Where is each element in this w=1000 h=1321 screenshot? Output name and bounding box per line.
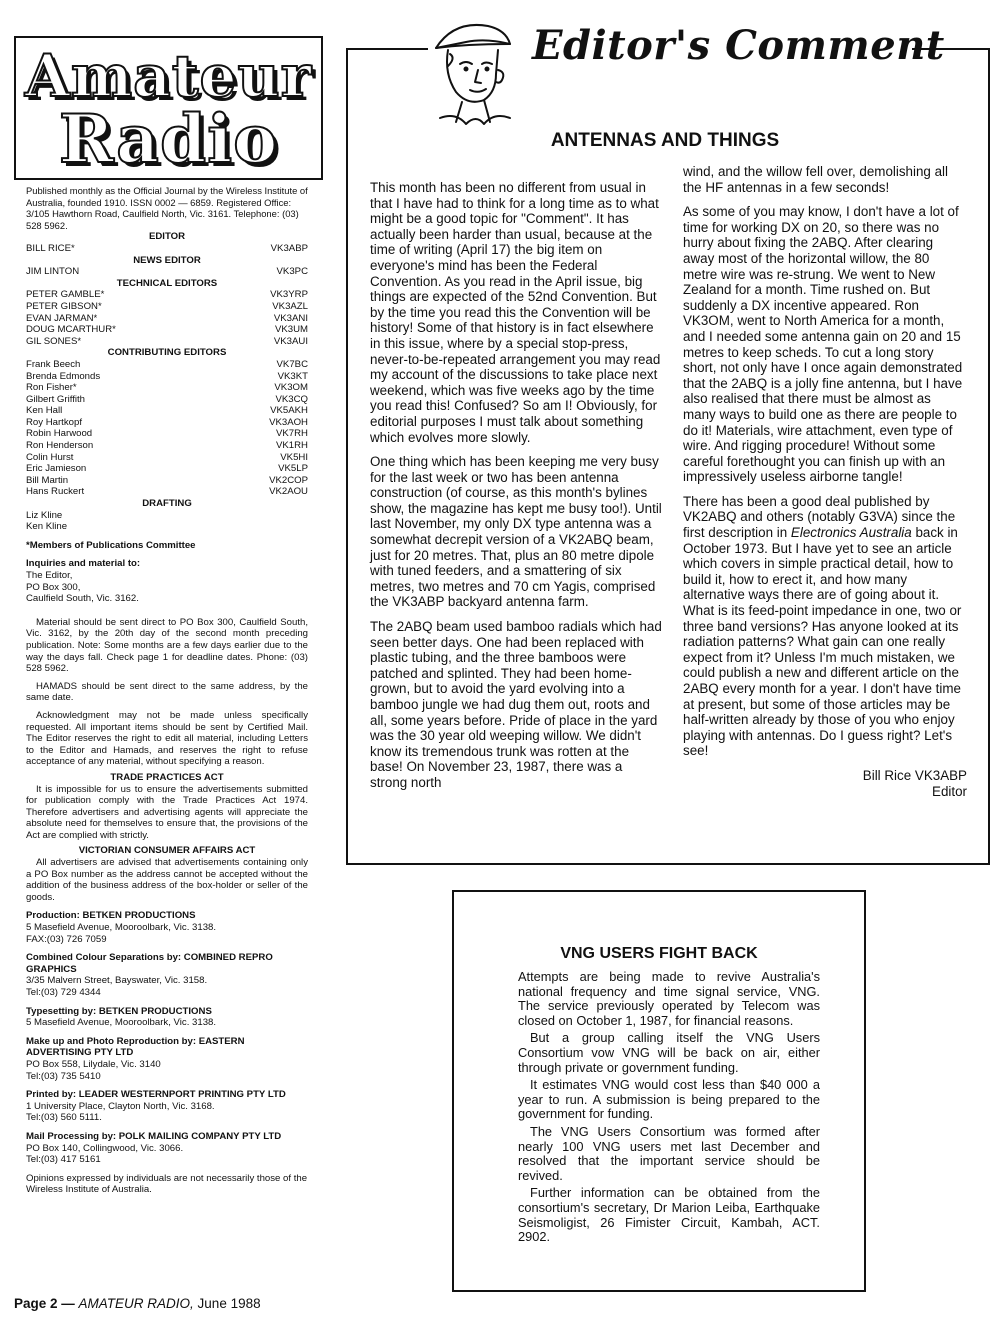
editorial-paragraph [683, 494, 967, 759]
masthead-column [26, 185, 308, 1196]
staff-name: BILL RICE* [26, 242, 75, 254]
staff-name: Bill Martin [26, 474, 69, 486]
staff-call: VK3AZL [272, 300, 308, 312]
staff-name: Robin Harwood [26, 428, 93, 440]
staff-call: VK7BC [276, 358, 308, 370]
staff-name: Ron Fisher* [26, 382, 77, 394]
staff-row [26, 405, 308, 417]
hamads-notice: HAMADS should be sent direct to the same address, by the same date. [26, 680, 308, 704]
staff-name: Roy Hartkopf [26, 416, 82, 428]
staff-call: VK3ABP [270, 242, 308, 254]
staff-name: Brenda Edmonds [26, 370, 101, 382]
staff-name: DOUG MCARTHUR* [26, 324, 116, 336]
inquiries-line: PO Box 300, [26, 581, 81, 593]
staff-call: VK2AOU [269, 486, 308, 498]
credit-line: PO Box 140, Collingwood, Vic. 3066. [26, 1142, 184, 1154]
trade-practices-heading: TRADE PRACTICES ACT [110, 771, 224, 783]
footer-page: Page 2 — [14, 1296, 79, 1311]
staff-row [26, 266, 308, 278]
staff-name: Frank Beech [26, 358, 81, 370]
material-notice: Material should be sent direct to PO Box 300, Caulfield South, Vic. 3162, by the 20th day of the second month preceding publication. Note: Some months are a few days earlier due to the way the days fall. Check page 1 for deadline dates. Phone: (03) 528 5962. [26, 616, 308, 675]
staff-row [26, 324, 308, 336]
credit-label: Make up and Photo Reproduction by: EASTERN ADVERTISING PTY LTD [26, 1035, 245, 1059]
credit-line: PO Box 558, Lilydale, Vic. 3140 [26, 1058, 161, 1070]
editor-heading: EDITOR [148, 231, 186, 243]
inquiries-line: Caulfield South, Vic. 3162. [26, 593, 139, 605]
credit-line: 5 Masefield Avenue, Mooroolbark, Vic. 3138. [26, 1017, 217, 1029]
staff-row [26, 452, 308, 464]
staff-row [26, 336, 308, 348]
staff-call: VK3YRP [270, 289, 308, 301]
footer-publication: AMATEUR RADIO, [78, 1296, 194, 1311]
news-editor-heading: NEWS EDITOR [133, 254, 201, 266]
vng-paragraph: Attempts are being made to revive Australia's national frequency and time signal service, VNG. The service previously operated by Telecom was closed on October 1, 1987, for financial reasons. [518, 969, 820, 1028]
staff-call: VK5AKH [270, 405, 308, 417]
consumer-affairs-heading: VICTORIAN CONSUMER AFFAIRS ACT [78, 845, 256, 857]
technical-editors-heading: TECHNICAL EDITORS [116, 277, 218, 289]
staff-call: VK1RH [276, 440, 308, 452]
staff-row [26, 359, 308, 371]
editorial-paragraph: wind, and the willow fell over, demolishing all the HF antennas in a few seconds! [683, 164, 948, 195]
editorial-paragraph: The 2ABQ beam used bamboo radials which had seen better days. One had been replaced with plastic tubing, and the three bamboos were patched and splinted. They had been home-grown, but to avoid the yard evolving into a bamboo jungle we had dug them out, roots and all, some years before. Pride of place in the yard was the 30 year old weeping willow. We didn't know its tremendous trunk was rotten at the base! On November 23, 1987, there was a strong north [370, 619, 662, 790]
credit-label: Mail Processing by: POLK MAILING COMPANY PTY LTD [26, 1130, 282, 1142]
signature: Bill Rice VK3ABP [862, 767, 967, 783]
inquiries-line: The Editor, [26, 570, 73, 581]
staff-row [26, 417, 308, 429]
staff-call: VK3UM [274, 324, 308, 336]
drafting-heading: DRAFTING [142, 498, 192, 510]
page-footer [14, 1296, 261, 1311]
signature-role: Editor [932, 783, 967, 799]
credit-block [26, 1131, 308, 1166]
credit-label: Printed by: LEADER WESTERNPORT PRINTING PTY LTD [26, 1089, 286, 1101]
credit-line: Tel:(03) 729 4344 [26, 987, 101, 998]
staff-name: PETER GIBSON* [26, 300, 102, 312]
paragraph-text: back in October 1973. But I have yet to see an article which covers in simple practical detail, how to build it, how to erect it, and how many alternative ways there are of going about it. What is its feed-point impedance in one, two or three band versions? Has anyone looked at its radiation patterns? What gain can one really expect from it? Unless I'm much mistaken, we could publish a new and different article on the 2ABQ every month for a year. I don't have time at present, but some of those articles may be half-written already by those of you who enjoy playing with antennas. Do I guess right? Let's see! [683, 525, 962, 759]
credit-label: Typesetting by: BETKEN PRODUCTIONS [26, 1005, 212, 1017]
editorial-heading: ANTENNAS AND THINGS [550, 130, 780, 151]
staff-row [26, 243, 308, 255]
credit-line: 5 Masefield Avenue, Mooroolbark, Vic. 3138. [26, 922, 217, 934]
credit-label: Combined Colour Separations by: COMBINED REPRO GRAPHICS [26, 952, 273, 975]
staff-name: PETER GAMBLE* [26, 289, 105, 301]
paragraph-text: There has been a good deal published by VK2ABQ and others (notably G3VA) since the first description in [683, 493, 956, 541]
staff-row [26, 428, 308, 440]
staff-name: JIM LINTON [26, 266, 80, 278]
box-top-rule [346, 48, 428, 50]
staff-row [26, 289, 308, 301]
disclaimer: Opinions expressed by individuals are not necessarily those of the Wireless Institute of Australia. [26, 1172, 308, 1196]
staff-row [26, 486, 308, 498]
credit-block [26, 1006, 308, 1029]
credit-line: 3/35 Malvern Street, Bayswater, Vic. 3158. [26, 975, 208, 987]
staff-call: VK3PC [276, 266, 308, 278]
staff-row [26, 440, 308, 452]
drafting-name: Ken Kline [26, 521, 68, 533]
staff-call: VK2COP [269, 474, 308, 486]
credit-block [26, 1089, 308, 1124]
editor-comment-title: Editor's Comment [532, 22, 945, 69]
vng-paragraph: But a group calling itself the VNG Users Consortium vow VNG will be back on air, either through private or government funding. [518, 1030, 820, 1075]
staff-call: VK5LP [278, 463, 308, 475]
committee-note: *Members of Publications Committee [26, 539, 196, 551]
editorial-paragraph: This month has been no different from usual in that I have had to think for a long time as to what might be a good topic for "Comment". It has actually been harder than usual, because at the time of writing (April 17) the big item on everyone's mind has been the Federal Convention. As you read in the April issue, big things are expected of the 52nd Convention. But by the time you read this the Convention will be history! Some of that history is in fact elsewhere in this issue, where by a special stop-press, never-to-be-repeated arrangement you may read my account of the discussions to take place next weekend, which was five weeks ago by the time you read this! Confused? So am I! Obviously, for editorial purposes I must talk about something which evolves more slowly. [370, 180, 661, 445]
vng-paragraph: Further information can be obtained from the consortium's secretary, Dr Marion Leiba, Earthquake Seismoligist, 26 Fimister Circuit, Kambah, ACT. 2902. [518, 1185, 820, 1245]
staff-call: VK7RH [276, 428, 308, 440]
staff-name: Eric Jamieson [26, 463, 87, 475]
editorial-column-1 [370, 180, 662, 800]
staff-name: Hans Ruckert [26, 486, 85, 498]
vng-heading: VNG USERS FIGHT BACK [560, 945, 758, 962]
logo-word-amateur: Amateur [24, 42, 313, 110]
masthead-logo [14, 36, 323, 180]
staff-row [26, 382, 308, 394]
editor-cartoon-portrait [426, 14, 518, 132]
credit-block [26, 952, 308, 998]
drafting-name: Liz Kline [26, 509, 63, 521]
staff-call: VK3KT [277, 370, 308, 382]
inquiries-label: Inquiries and material to: [26, 558, 141, 570]
staff-call: VK3OM [274, 382, 308, 394]
staff-row [26, 394, 308, 406]
acknowledgment-notice: Acknowledgment may not be made unless specifically requested. All important items should be sent by Certified Mail. The Editor reserves the right to edit all material, including Letters to the Editor and Hamads, and reserves the right to refuse acceptance of any material, without specifying a reason. [26, 709, 308, 768]
consumer-affairs-text: All advertisers are advised that advertisements containing only a PO Box number as the address cannot be accepted without the addition of the business address of the box-holder or seller of the goods. [26, 857, 308, 903]
staff-name: Colin Hurst [26, 451, 74, 463]
editorial-column-2 [683, 164, 967, 799]
staff-row [26, 475, 308, 487]
staff-row [26, 313, 308, 325]
staff-name: GIL SONES* [26, 335, 82, 347]
staff-call: VK3ANI [273, 312, 308, 324]
editorial-paragraph: As some of you may know, I don't have a lot of time for working DX on 20, so there was no hurry about fixing the 2ABQ. After clearing away most of the horizontal willow, the 80 metre wire was re-strung. We went to New Zealand for a month. Time rushed on. But suddenly a DX incentive appeared. Ron VK3OM, went to North America for a month, and I needed some antenna gain on 20 and 15 metres to keep scheds. To cut a long story short, not only have I once again demonstrated that the 2ABQ is a jolly fine antenna, but I have also realised that there must be almost as many ways to build one as there are people to do it! Materials, wire attachment, even type of wire. And rigging procedure! Without some careful forethought you can finish up with an impressively useless airborne tangle! [683, 204, 963, 485]
staff-row [26, 463, 308, 475]
staff-call: VK3AUI [273, 335, 308, 347]
trade-practices-text: It is impossible for us to ensure the advertisements submitted for publication comply with the Trade Practices Act 1974. Therefore advertisers and advertising agents will appreciate the absolute need for themselves to ensure that, the provisions of the Act are complied with strictly. [26, 783, 308, 841]
credit-line: Tel:(03) 560 5111. [26, 1112, 102, 1124]
staff-name: Ken Hall [26, 405, 63, 417]
staff-call: VK5HI [280, 451, 308, 463]
vng-article [518, 970, 820, 1248]
publication-title: Electronics Australia [790, 525, 912, 541]
logo-word-radio: Radio [58, 100, 279, 178]
vng-paragraph: It estimates VNG would cost less than $40 000 a year to run. A submission is being prepared to the government for funding. [518, 1077, 820, 1122]
contributing-editors-heading: CONTRIBUTING EDITORS [107, 347, 227, 359]
credit-block [26, 1036, 308, 1082]
staff-name: EVAN JARMAN* [26, 312, 98, 324]
editorial-paragraph: One thing which has been keeping me very busy for the last week or two has been antenna construction (of course, as this month's bylines show, the magazine has kept me busy too!). Until last November, my only DX type antenna was a somewhat decrepit version of a VK2ABQ beam, just for 20 metres. That, plus an 80 metre dipole with tuned feeders, and a smattering of six metres, two metres and 70 cm Yagis, comprised the VK3ABP backyard antenna farm. [370, 454, 662, 610]
masthead-intro: Published monthly as the Official Journal by the Wireless Institute of Australia, founded 1910. ISSN 0002 — 6859. Registered Office: 3/105 Hawthorn Road, Caulfield North, Vic. 3161. Telephone: (03) 528 5962. [26, 185, 308, 231]
credit-label: Production: BETKEN PRODUCTIONS [26, 910, 196, 922]
footer-date: June 1988 [193, 1296, 261, 1311]
credit-line: 1 University Place, Clayton North, Vic. 3168. [26, 1100, 215, 1112]
staff-call: VK3CQ [275, 393, 308, 405]
staff-row [26, 371, 308, 383]
vng-paragraph: The VNG Users Consortium was formed after nearly 100 VNG users met last December and resolved that the important service should be revived. [518, 1123, 820, 1183]
credit-line: Tel:(03) 417 5161 [26, 1154, 101, 1166]
staff-name: Gilbert Griffith [26, 393, 86, 405]
credit-line: FAX:(03) 726 7059 [26, 933, 107, 945]
credit-block [26, 910, 308, 945]
staff-name: Ron Henderson [26, 440, 94, 452]
staff-call: VK3AOH [269, 416, 308, 428]
staff-row [26, 301, 308, 313]
credit-line: Tel:(03) 735 5410 [26, 1070, 101, 1082]
